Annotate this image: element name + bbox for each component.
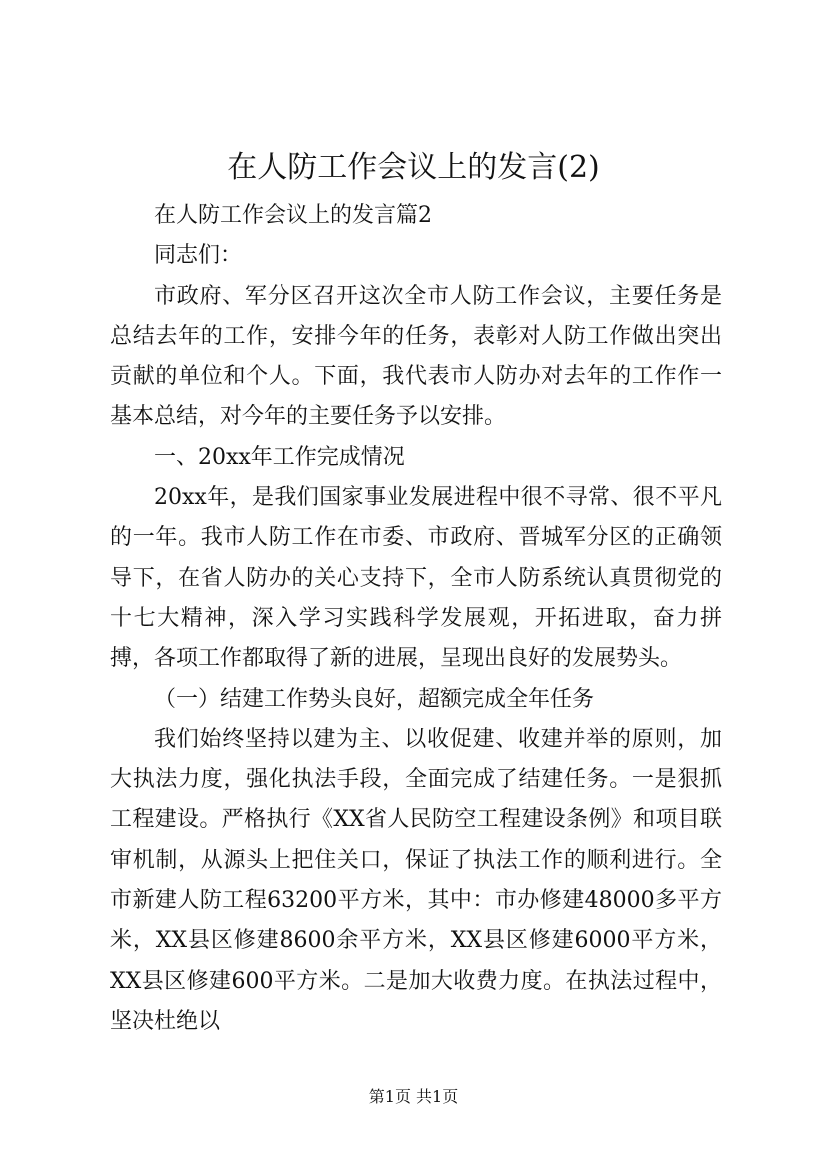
page-footer: 第1页 共1页 [368,1087,459,1106]
section-heading: 一、20xx年工作完成情况 [154,444,405,470]
subsection-heading: （一）结建工作势头良好，超额完成全年任务 [154,686,595,712]
document-body [110,196,722,1042]
intro-paragraph: 市政府、军分区召开这次全市人防工作会议，主要任务是总结去年的工作，安排今年的任务，表彰对人防工作做出突出贡献的单位和个人。下面，我代表市人防办对去年的工作作一基本总结，对今年的主要任务予以安排。 [110,283,722,430]
construction-paragraph: 我们始终坚持以建为主、以收促建、收建并举的原则，加大执法力度，强化执法手段，全面完成了结建任务。一是狠抓工程建设。严格执行《XX省人民防空工程建设条例》和项目联审机制，从源头上把住关口，保证了执法工作的顺利进行。全市新建人防工程63200平方米，其中：市办修建48000多平方米，XX县区修建8600余平方米，XX县区修建6000平方米，XX县区修建600平方米。二是加大收费力度。在执法过程中，坚决杜绝以 [110,726,722,1034]
document-title: 在人防工作会议上的发言(2) [227,150,600,185]
overview-paragraph: 20xx年，是我们国家事业发展进程中很不寻常、很不平凡的一年。我市人防工作在市委、市政府、晋城军分区的正确领导下，在省人防办的关心支持下，全市人防系统认真贯彻党的十七大精神，深入学习实践科学发展观，开拓进取，奋力拼搏，各项工作都取得了新的进展，呈现出良好的发展势头。 [110,485,722,672]
subtitle-paragraph: 在人防工作会议上的发言篇2 [154,203,432,228]
salutation-paragraph: 同志们： [154,243,243,269]
